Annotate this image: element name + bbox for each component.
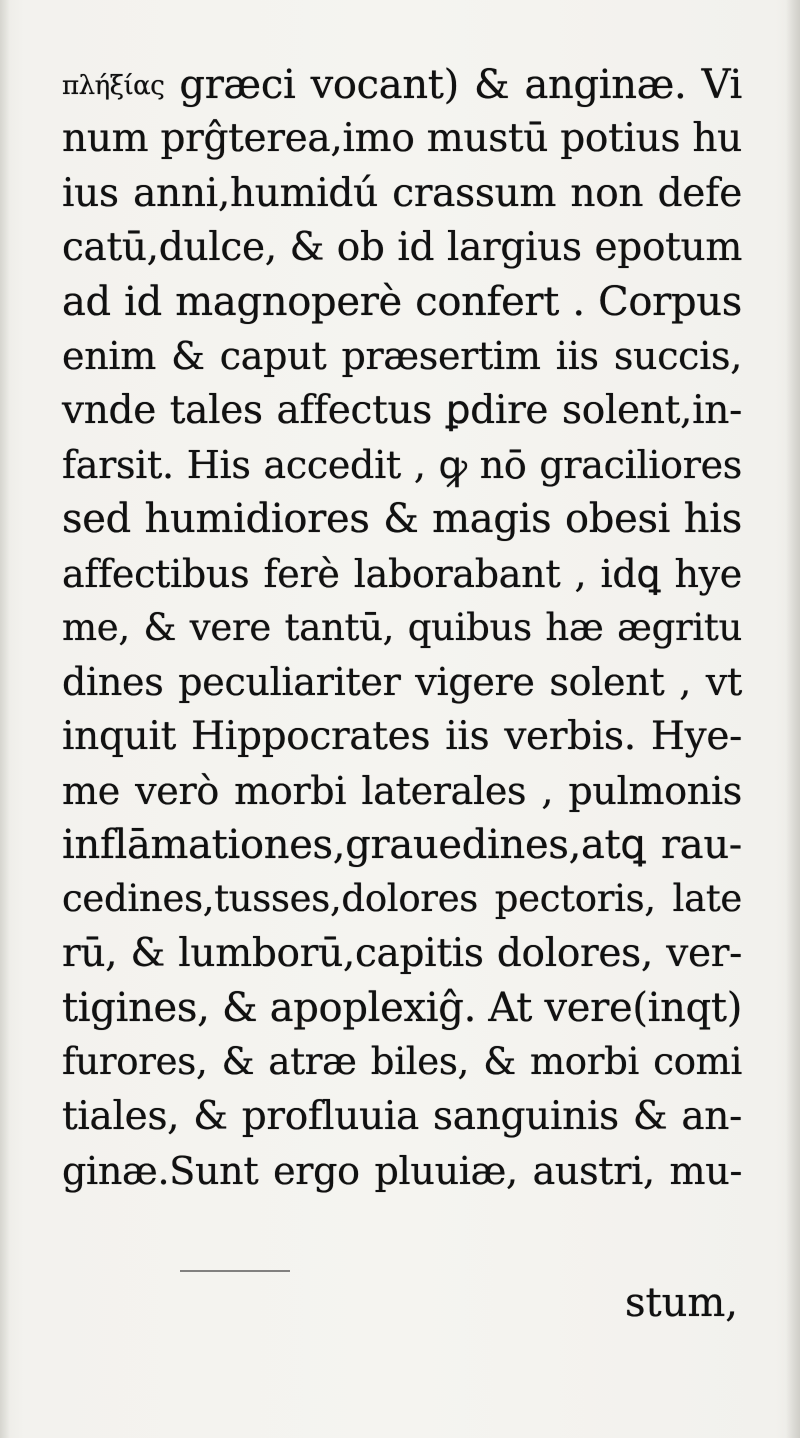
text-line-16: cedines,tusses,dolores pectoris, late bbox=[62, 877, 742, 921]
text-line-3: ius anni,humidú crassum non defe bbox=[62, 170, 742, 216]
text-line-14: me verò morbi laterales , pulmonis bbox=[62, 768, 742, 813]
text-line-9: sed humidiores & magis obesi his bbox=[62, 496, 742, 543]
page-right-edge-shadow bbox=[786, 0, 800, 1438]
text-line-20: tiales, & profluuia sanguinis & an- bbox=[62, 1093, 742, 1139]
page-left-edge-shadow bbox=[0, 0, 10, 1438]
text-line-1: πλήξίας græci vocant) & anginæ. Vi bbox=[62, 62, 742, 108]
text-line-17: rū, & lumborū,capitis dolores, ver- bbox=[62, 930, 742, 976]
text-line-18: tigines, & apoplexiĝ. At vere(inqt) bbox=[62, 985, 742, 1032]
text-line-11: me, & vere tantū, quibus hæ ægritu bbox=[62, 605, 742, 649]
text-line-8: farsit. His accedit , ꝙ nō graciliores bbox=[62, 443, 742, 488]
greek-word: πλήξίας bbox=[62, 71, 165, 101]
underline-mark bbox=[180, 1270, 290, 1272]
text-line-7: vnde tales affectus ꝑdire solent,in- bbox=[62, 387, 742, 433]
text-line-13: inquit Hippocrates iis verbis. Hye- bbox=[62, 713, 742, 759]
text-line-6: enim & caput præsertim iis succis, bbox=[62, 334, 742, 379]
text-line-10: affectibus ferè laborabant , idꝗ hye bbox=[62, 551, 742, 596]
text-line-5: ad id magnoperè confert . Corpus bbox=[62, 279, 742, 326]
text-line-15: inflāmationes,grauedines,atꝗ rau- bbox=[62, 822, 742, 869]
text-line-2: num prĝterea,imo mustū potius hu bbox=[62, 116, 742, 162]
text-line-12: dines peculiariter vigere solent , vt bbox=[62, 660, 742, 705]
catchword: stum, bbox=[624, 1280, 738, 1326]
body-text bbox=[62, 58, 742, 1198]
text-line-21: ginæ.Sunt ergo pluuiæ, austri, mu- bbox=[62, 1148, 742, 1193]
text-line-19: furores, & atræ biles, & morbi comi bbox=[62, 1040, 742, 1084]
text-line-4: catū,dulce, & ob id largius epotum bbox=[62, 224, 742, 270]
